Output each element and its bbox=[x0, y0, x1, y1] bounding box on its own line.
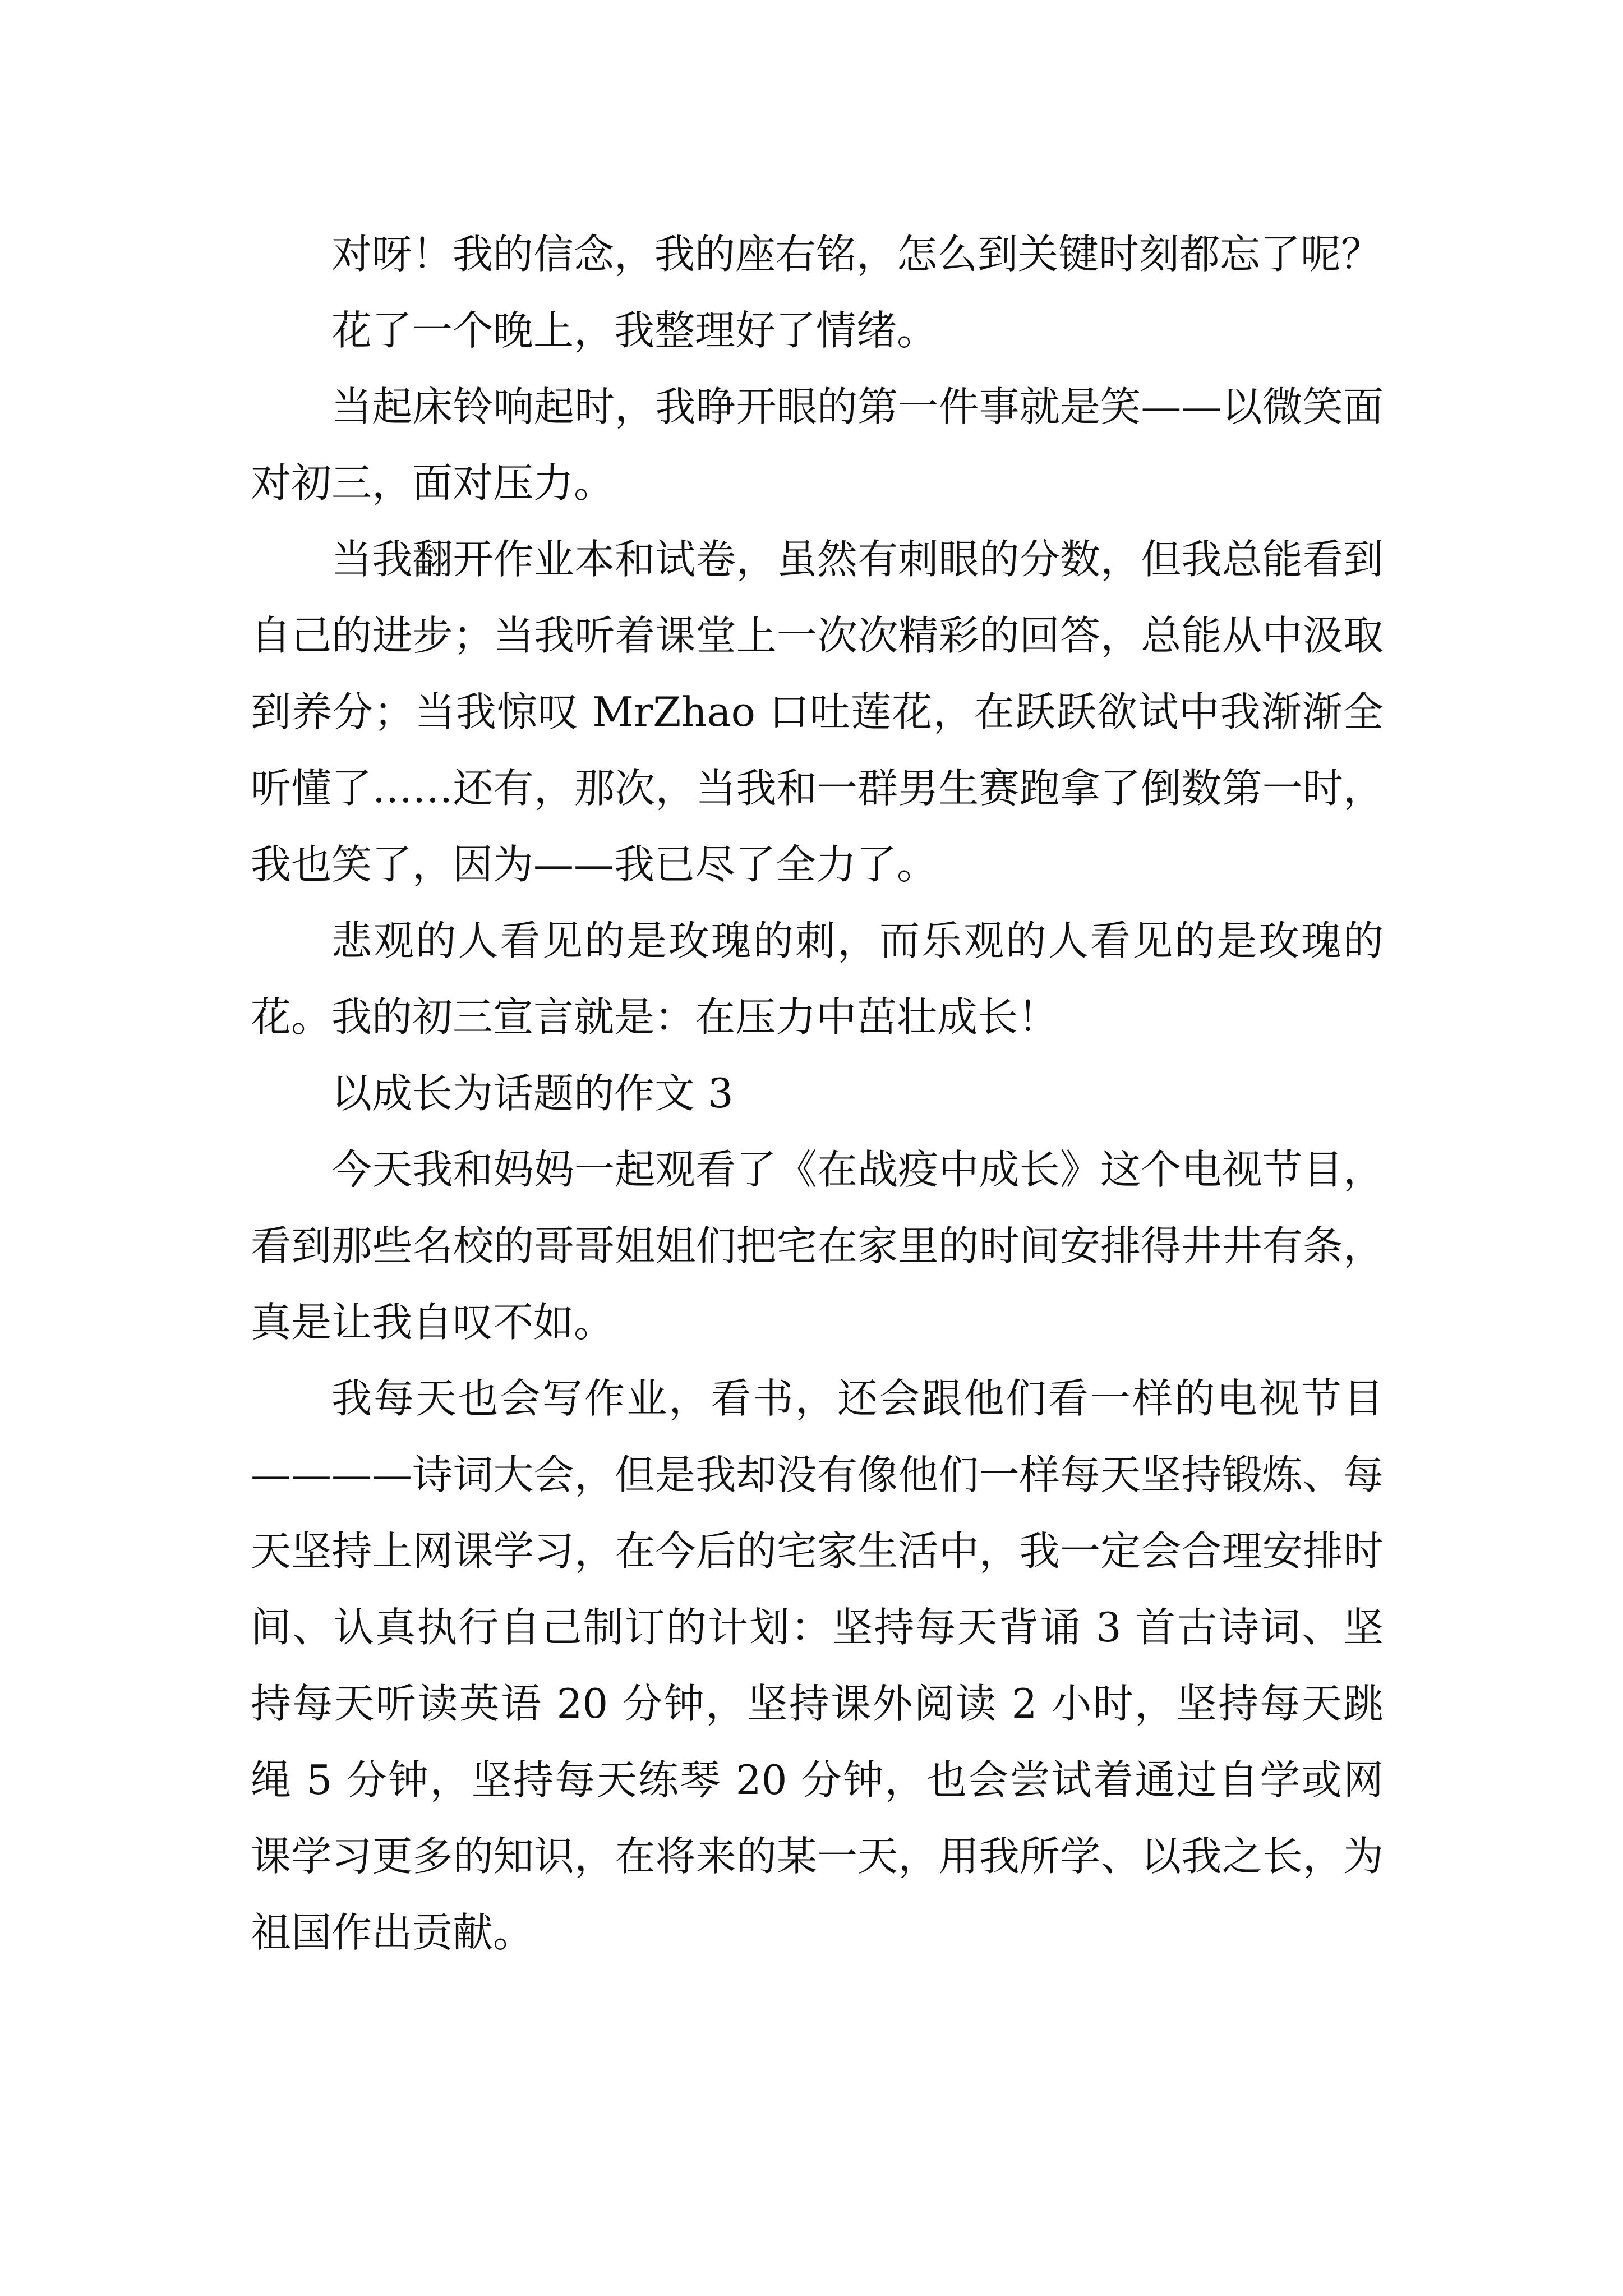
paragraph: 今天我和妈妈一起观看了《在战疫中成长》这个电视节目，看到那些名校的哥哥姐姐们把宅在家里的时间安排得井井有条，真是让我自叹不如。 bbox=[251, 1146, 1384, 1346]
paragraph: 当起床铃响起时，我睁开眼的第一件事就是笑——以微笑面对初三，面对压力。 bbox=[251, 383, 1384, 507]
paragraph: 当我翻开作业本和试卷，虽然有刺眼的分数，但我总能看到自己的进步；当我听着课堂上一次次精彩的回答，总能从中汲取到养分；当我惊叹 MrZhao 口吐莲花，在跃跃欲试中我渐渐全听懂了……还有，那次，当我和一群男生赛跑拿了倒数第一时，我也笑了，因为——我已尽了全力了。 bbox=[251, 536, 1384, 888]
paragraph: 我每天也会写作业，看书，还会跟他们看一样的电视节目————诗词大会，但是我却没有像他们一样每天坚持锻炼、每天坚持上网课学习，在今后的宅家生活中，我一定会合理安排时间、认真执行自己制订的计划：坚持每天背诵 3 首古诗词、坚持每天听读英语 20 分钟，坚持课外阅读 2 小时，坚持每天跳绳 5 分钟，坚持每天练琴 20 分钟，也会尝试着通过自学或网课学习更多的知识，在将来的某一天，用我所学、以我之长，为祖国作出贡献。 bbox=[251, 1375, 1384, 1956]
document-body bbox=[251, 216, 1384, 1971]
paragraph: 花了一个晚上，我整理好了情绪。 bbox=[331, 307, 938, 354]
paragraph: 悲观的人看见的是玫瑰的刺，而乐观的人看见的是玫瑰的花。我的初三宣言就是：在压力中茁壮成长！ bbox=[251, 917, 1384, 1041]
paragraph: 对呀！我的信念，我的座右铭，怎么到关键时刻都忘了呢？ bbox=[331, 231, 1382, 278]
section-heading: 以成长为话题的作文 3 bbox=[331, 1070, 734, 1117]
